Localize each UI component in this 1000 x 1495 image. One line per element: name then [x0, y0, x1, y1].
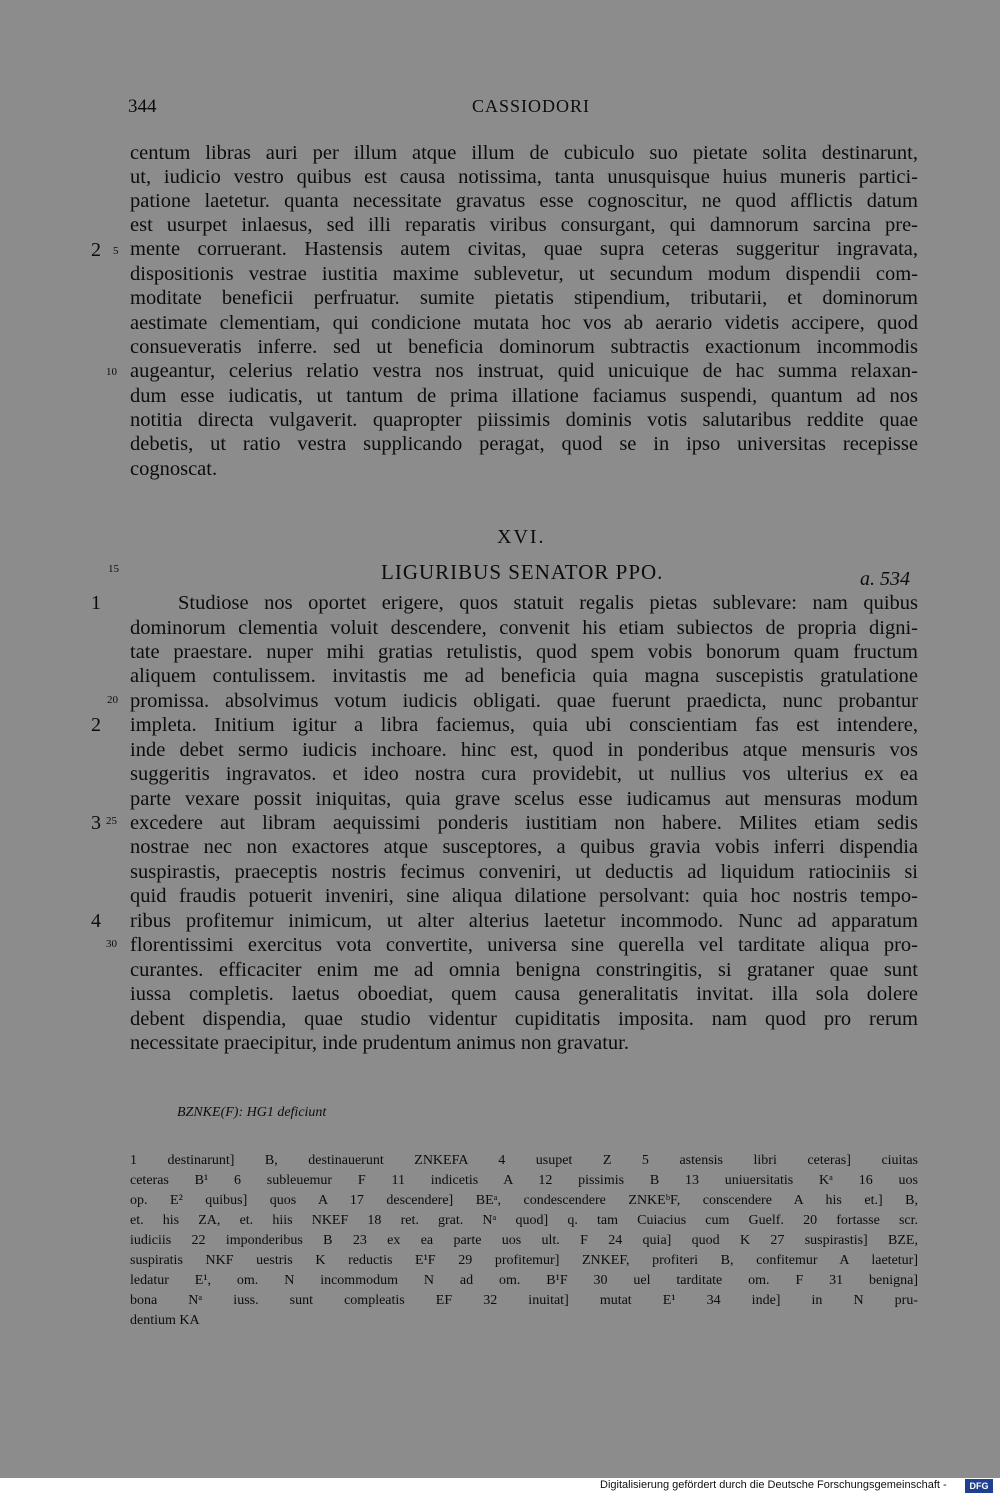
text-line: aliquem contulissem. invitastis me ad beneficia quia magna suscepistis gratulatione — [130, 665, 918, 687]
text-line: inde debet sermo iudicis inchoare. hinc est, quod in ponderibus atque mensuris vos — [130, 739, 918, 761]
line-number: 5 — [113, 245, 119, 257]
text-line: Studiose nos oportet erigere, quos statuit regalis pietas sublevare: nam quibus — [178, 592, 918, 614]
text-line: notitia directa vulgaverit. quapropter piissimis dominis votis salutaribus reddite quae — [130, 409, 918, 431]
text-line: mente corruerant. Hastensis autem civitas, quae supra ceteras suggeritur ingravata, — [130, 238, 918, 260]
text-line: florentissimi exercitus vota convertite, universa sine querella vel tarditate aliqua pro- — [130, 934, 918, 956]
section-number: 1 — [91, 592, 101, 614]
apparatus-line: ceteras B¹ 6 subleuemur F 11 indicetis A 12 pissimis B 13 uniuersitatis Kᵃ 16 uos — [130, 1173, 918, 1188]
text-line: moditate beneficii perfruatur. sumite pietatis stipendium, tributarii, et dominorum — [130, 287, 918, 309]
chapter-date: a. 534 — [860, 568, 910, 590]
line-number: 30 — [106, 938, 117, 950]
apparatus-line: bona Nᵃ iuss. sunt compleatis EF 32 inuitat] mutat E¹ 34 inde] in N pru- — [130, 1293, 918, 1308]
text-line: necessitate praecipitur, inde prudentum animus non gravatur. — [130, 1032, 629, 1054]
text-line: tate praestare. nuper mihi gratias retulistis, quod spem vobis bonorum quam fructum — [130, 641, 918, 663]
line-number: 10 — [106, 366, 117, 378]
text-line: dominorum clementia voluit descendere, convenit his etiam subiectos de propria digni- — [130, 617, 918, 639]
text-line: debetis, ut ratio vestra supplicando peragat, quod se in ipso universitas recepisse — [130, 433, 918, 455]
text-line: cognoscat. — [130, 458, 218, 480]
text-line: promissa. absolvimus votum iudicis obligati. quae fuerunt praedicta, nunc probantur — [130, 690, 918, 712]
apparatus-line: iudiciis 22 imponderibus B 23 ex ea parte uos ult. F 24 quia] quod K 27 suspirastis] BZE, — [130, 1233, 918, 1248]
text-line: aestimate clementiam, qui condicione mutata hoc vos ab aerario videtis accipere, quod — [130, 312, 918, 334]
section-number: 2 — [91, 714, 101, 736]
section-number: 2 — [91, 239, 101, 261]
text-line: debent dispendia, quae studio videntur cupiditatis imposita. nam quod pro rerum — [130, 1008, 918, 1030]
section-number: 3 — [91, 812, 101, 834]
line-number: 15 — [108, 563, 119, 575]
text-line: suspirastis, praeceptis nostris fecimus conveniri, ut deductis ad liquidum ratiociniis si — [130, 861, 918, 883]
chapter-title: LIGURIBUS SENATOR PPO. — [381, 560, 664, 584]
line-number: 25 — [106, 815, 117, 827]
text-line: dispositionis vestrae iustitia maxime sublevetur, ut secundum modum dispendii com- — [130, 263, 918, 285]
text-line: iussa completis. laetus oboediat, quem causa generalitatis invitat. illa sola dolere — [130, 983, 918, 1005]
apparatus-line: op. E² quibus] quos A 17 descendere] BEᵃ, condescendere ZNKEᵇF, conscendere A his et.] B, — [130, 1193, 918, 1208]
page-number: 344 — [128, 96, 157, 117]
text-line: ribus profitemur inimicum, ut alter alterius laetetur incommodo. Nunc ad apparatum — [130, 910, 918, 932]
apparatus-line: dentium KA — [130, 1313, 200, 1328]
text-line: augeantur, celerius relatio vestra nos instruat, quid unicuique de hac summa relaxan- — [130, 360, 918, 382]
dfg-logo: DFG — [965, 1479, 993, 1493]
sigla-note: BZNKE(F): HG1 deficiunt — [177, 1105, 327, 1120]
text-line: dum esse iudicatis, ut tantum de prima illatione faciamus suspendi, quantum ad nos — [130, 385, 918, 407]
text-line: excedere aut libram aequissimi ponderis iustitiam non habere. Milites etiam sedis — [130, 812, 918, 834]
text-line: curantes. efficaciter enim me ad omnia benigna constringitis, si grataner quae sunt — [130, 959, 918, 981]
text-line: consueveratis inferre. sed ut beneficia dominorum subtractis exactionum incommodis — [130, 336, 918, 358]
text-line: ut, iudicio vestro quibus est causa notissima, tanta unusquisque huius muneris partici- — [130, 166, 918, 188]
text-line: impleta. Initium igitur a libra faciemus, quia ubi conscientiam fas est intendere, — [130, 714, 918, 736]
line-number: 20 — [107, 694, 118, 706]
text-line: centum libras auri per illum atque illum de cubiculo suo pietate solita destinarunt, — [130, 142, 918, 164]
text-line: parte vexare possit iniquitas, quia grave scelus esse iudicamus aut mensuras modum — [130, 788, 918, 810]
text-line: suggeritis ingravatos. et ideo nostra cura providebit, ut nullius vos ulterius ex ea — [130, 763, 918, 785]
apparatus-line: et. his ZA, et. hiis NKEF 18 ret. grat. Nᵃ quod] q. tam Cuiacius cum Guelf. 20 fortasse scr. — [130, 1213, 918, 1228]
text-line: quid fraudis potuerit inveniri, sine aliqua dilatione persolvant: quia hoc nostris tempo- — [130, 885, 918, 907]
apparatus-line: ledatur E¹, om. N incommodum N ad om. B¹F 30 uel tarditate om. F 31 benigna] — [130, 1273, 918, 1288]
funding-credit: Digitalisierung gefördert durch die Deutsche Forschungsgemeinschaft - — [600, 1479, 947, 1491]
apparatus-line: 1 destinarunt] B, destinauerunt ZNKEFA 4 usupet Z 5 astensis libri ceteras] ciuitas — [130, 1153, 918, 1168]
text-line: patione laetetur. quanta necessitate gravatus esse cognoscitur, ne quod afflictis datum — [130, 190, 918, 212]
apparatus-line: suspiratis NKF uestris K reductis E¹F 29 profitemur] ZNKEF, profiteri B, confitemur A laetetur] — [130, 1253, 918, 1268]
text-line: est usurpet inlaesus, sed illi reparatis viribus consurgant, qui damnorum sarcina pre- — [130, 214, 918, 236]
running-title: CASSIODORI — [472, 96, 591, 116]
chapter-number: XVI. — [497, 526, 546, 548]
text-line: nostrae nec non exactores atque susceptores, a quibus gravia vobis inferri dispendia — [130, 836, 918, 858]
section-number: 4 — [91, 910, 101, 932]
